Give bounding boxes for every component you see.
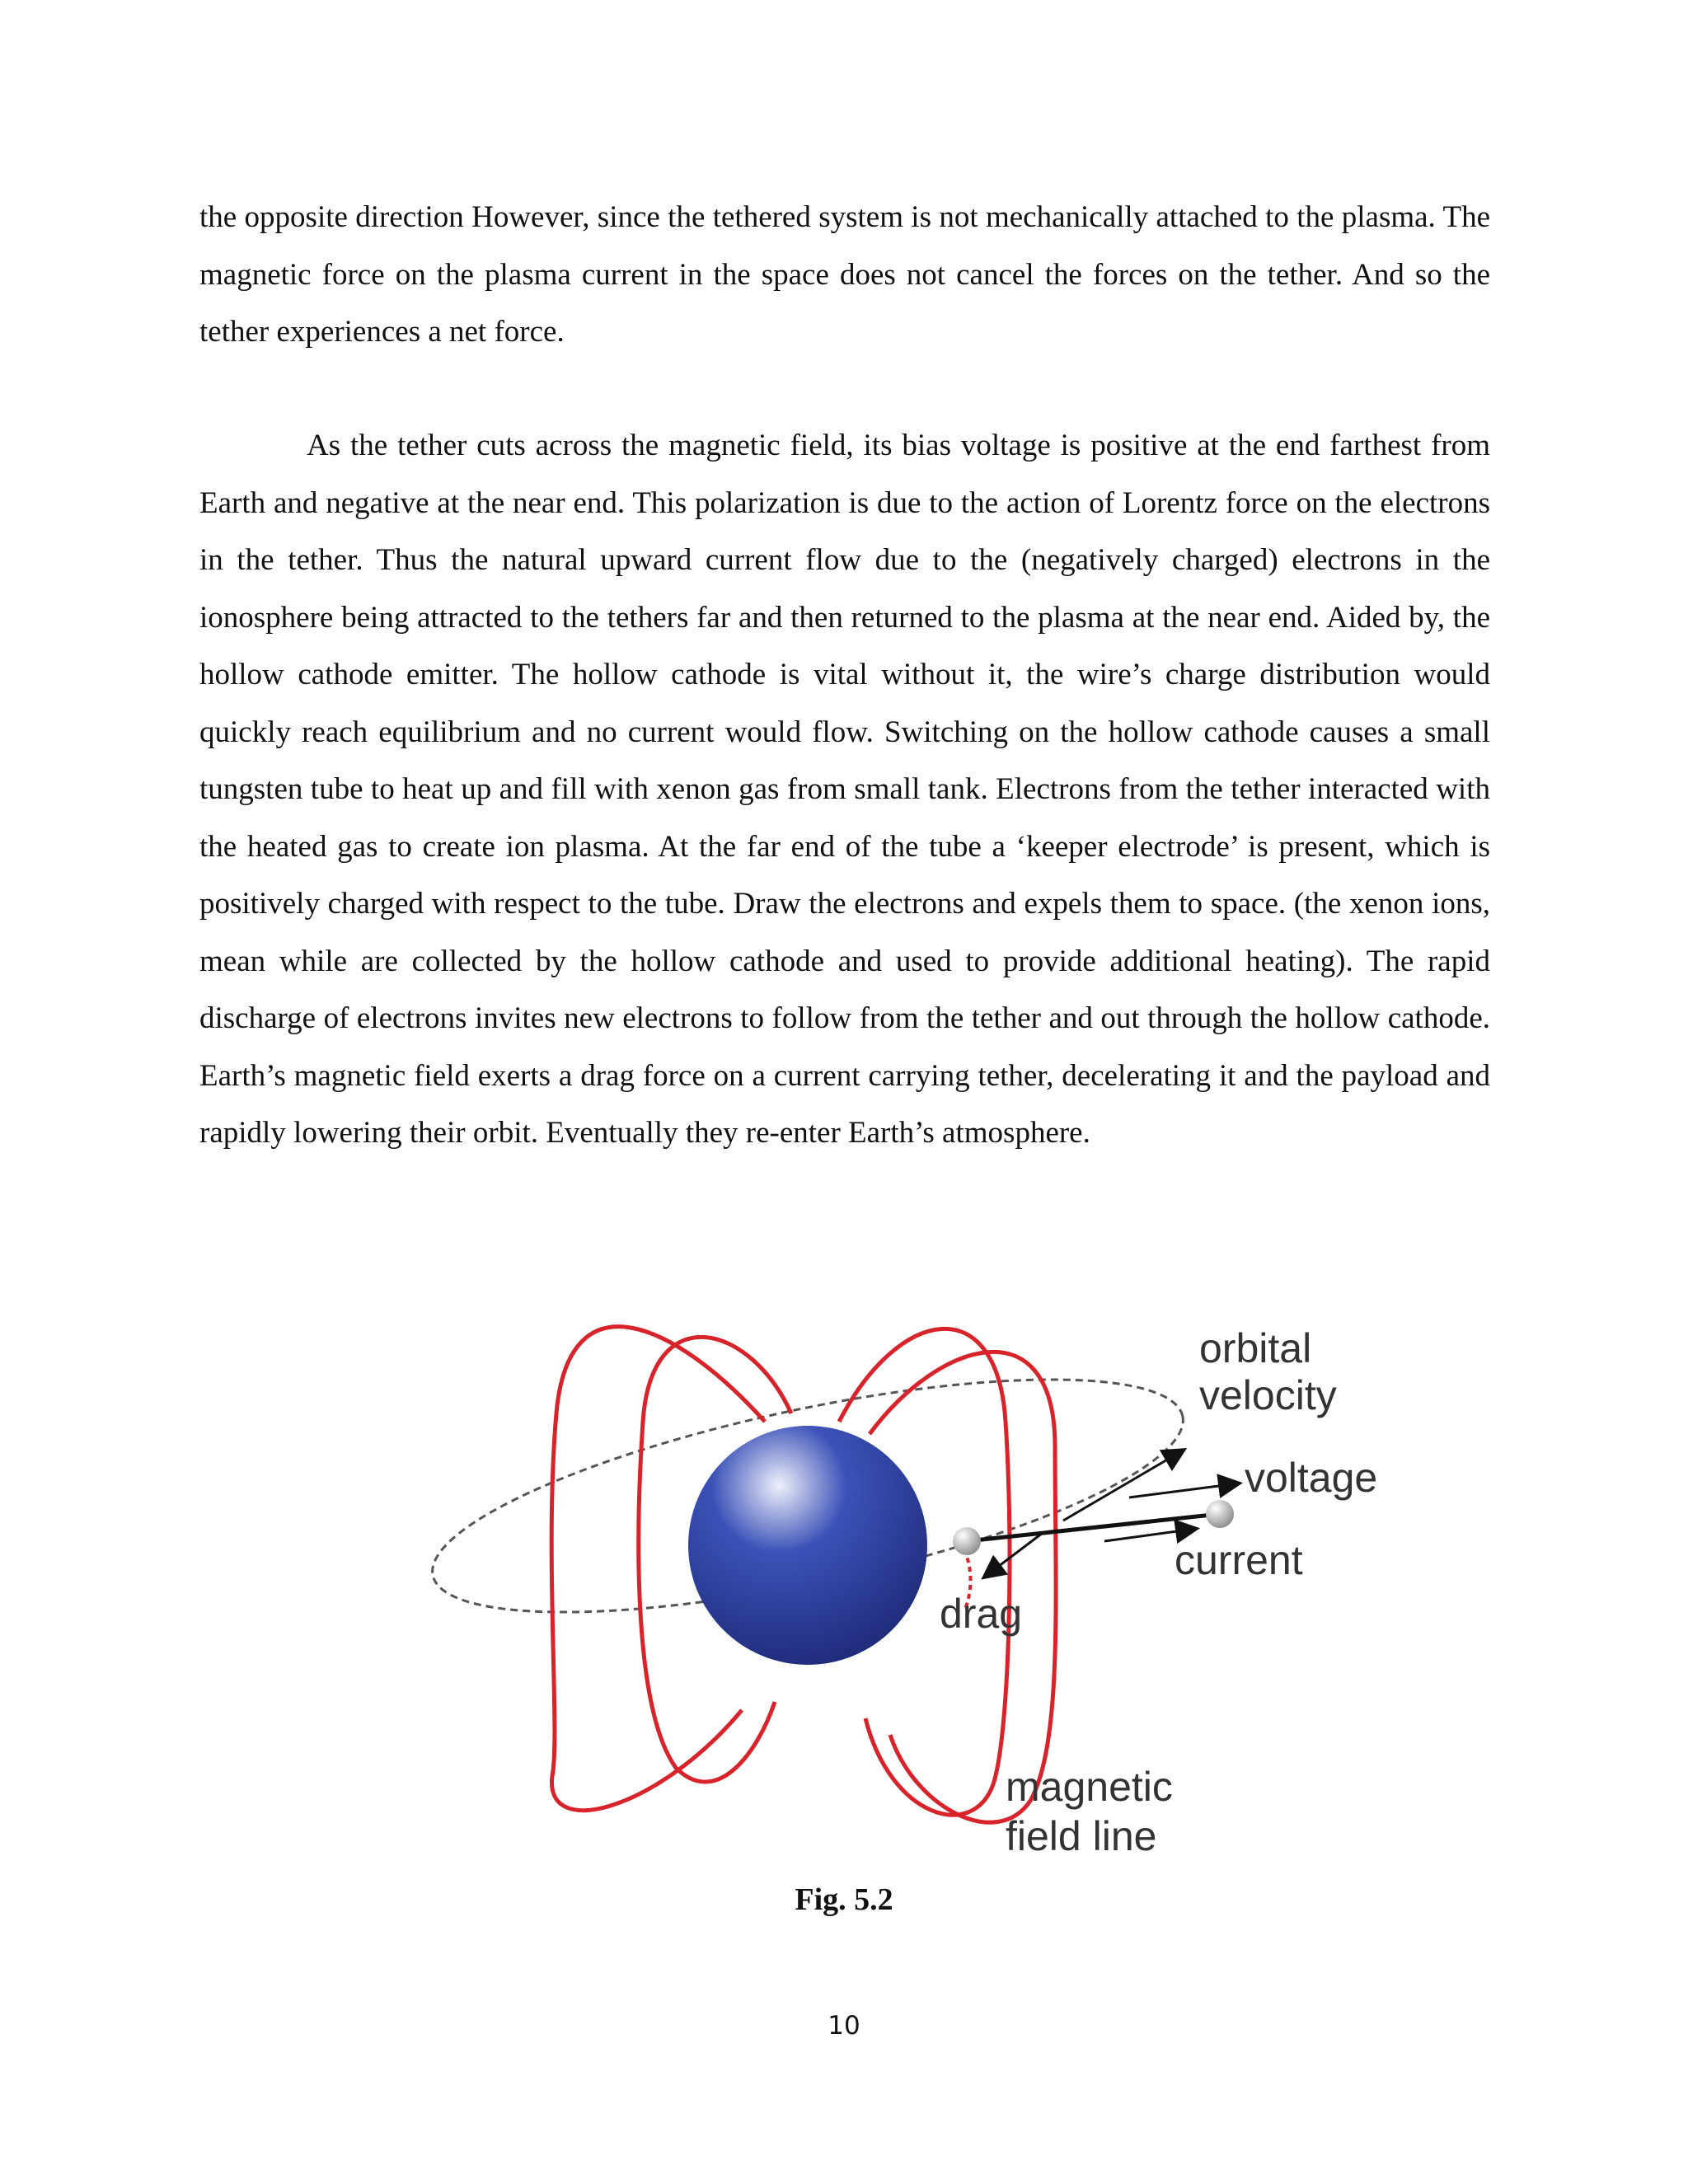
label-velocity: velocity	[1199, 1372, 1337, 1418]
tether-end-far	[1206, 1500, 1234, 1528]
figure-caption: Fig. 5.2	[795, 1882, 893, 1917]
orbital-velocity-arrow	[1063, 1451, 1183, 1521]
tether-diagram-svg	[404, 1273, 1393, 1875]
label-orbital: orbital	[1199, 1325, 1312, 1371]
label-current: current	[1175, 1537, 1303, 1583]
label-magnetic: magnetic	[1006, 1764, 1173, 1810]
page-number: 10	[828, 2011, 860, 2041]
tether-end-near	[953, 1527, 981, 1555]
voltage-arrow	[1129, 1483, 1238, 1497]
body-paragraph-2: As the tether cuts across the magnetic field, its bias voltage is positive at the end farthest from Earth and negative at the near end. This polarization is due to the action of Lorentz force on the electrons in the tether. Thus the natural upward current flow due to the (negatively charged) electrons in the ionosphere being attracted to the tethers far and then returned to the plasma at the near end. Aided by, the hollow cathode emitter. The hollow cathode is vital without it, the wire’s charge distribution would quickly reach equilibrium and no current would flow. Switching on the hollow cathode causes a small tungsten tube to heat up and fill with xenon gas from small tank. Electrons from the tether interacted with the heated gas to create ion plasma. At the far end of the tube a ‘keeper electrode’ is present, which is positively charged with respect to the tube. Draw the electrons and expels them to space. (the xenon ions, mean while are collected by the hollow cathode and used to provide additional heating). The rapid discharge of electrons invites new electrons to follow from the tether and out through the hollow cathode. Earth’s magnetic field exerts a drag force on a current carrying tether, decelerating it and the payload and rapidly lowering their orbit. Eventually they re-enter Earth’s atmosphere.	[199, 429, 1490, 1150]
label-field-line: field line	[1006, 1813, 1157, 1859]
label-drag: drag	[940, 1591, 1023, 1637]
label-voltage: voltage	[1245, 1455, 1378, 1501]
earth-sphere	[688, 1426, 927, 1665]
tether-diagram	[404, 1273, 1393, 1875]
body-paragraph-1: the opposite direction However, since the tethered system is not mechanically attached to the plasma. The magnetic force on the plasma current in the space does not cancel the forces on the tether. And so the tether experiences a net force.	[199, 200, 1490, 349]
